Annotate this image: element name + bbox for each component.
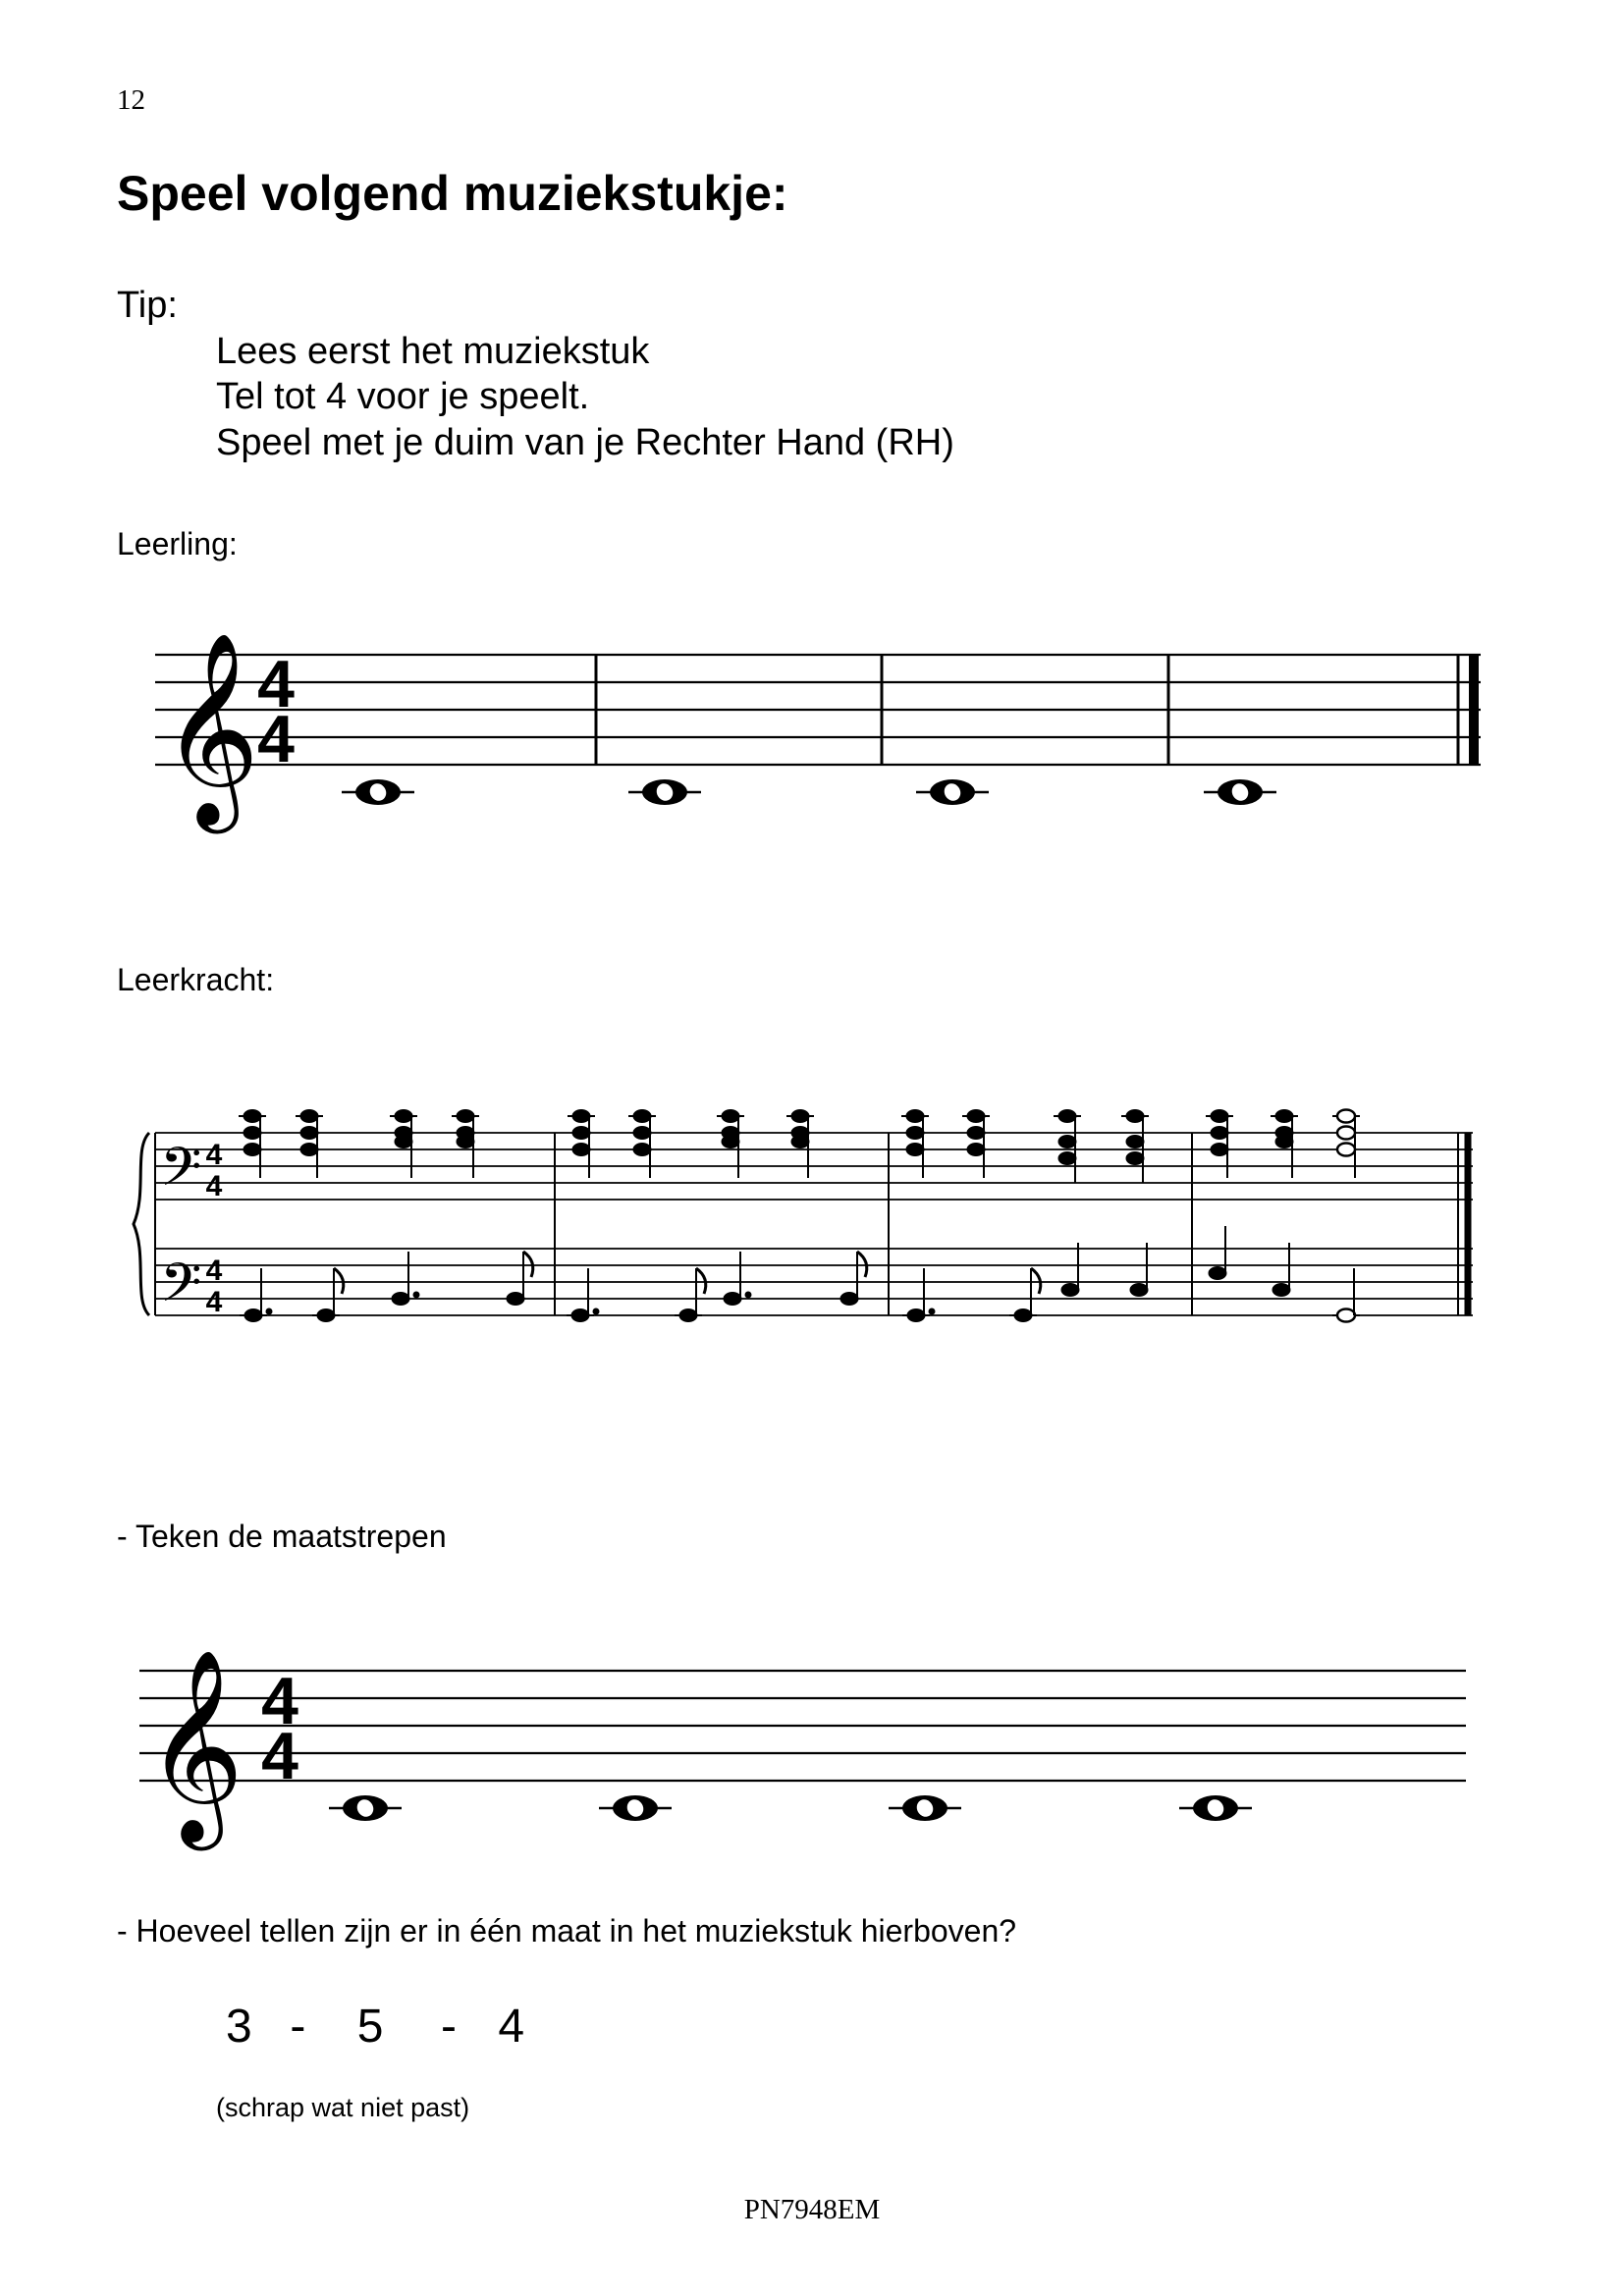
choice-5[interactable]: 5	[356, 2001, 384, 2053]
choice-3[interactable]: 3	[226, 2001, 252, 2053]
tip-line-3: Speel met je duim van je Rechter Hand (RH)	[216, 422, 954, 463]
exercise-draw-barlines: - Teken de maatstrepen	[117, 1519, 447, 1554]
time-signature-top: 4	[205, 1139, 223, 1171]
treble-clef-icon: 𝄞	[161, 631, 260, 826]
page-number: 12	[117, 84, 145, 116]
exercise-staff-lines	[139, 1671, 1466, 1781]
time-signature-bottom: 4	[257, 702, 295, 776]
choices-hint: (schrap wat niet past)	[216, 2093, 470, 2122]
whole-note	[1179, 1795, 1252, 1821]
teacher-label: Leerkracht:	[117, 962, 275, 997]
answer-choices[interactable]	[226, 2000, 524, 2054]
whole-note	[329, 1795, 402, 1821]
whole-note	[599, 1795, 672, 1821]
student-label: Leerling:	[117, 526, 238, 561]
time-signature-top: 4	[257, 647, 295, 721]
choice-separator: -	[441, 2001, 458, 2053]
choice-separator: -	[290, 2001, 306, 2053]
exercise-notes	[329, 1795, 1252, 1821]
treble-clef-icon: 𝄞	[145, 1648, 244, 1842]
bass-clef-icon: 𝄢	[160, 1136, 202, 1211]
page-title: Speel volgend muziekstukje:	[117, 166, 788, 221]
choice-4[interactable]: 4	[498, 2001, 525, 2053]
time-signature-bottom: 4	[205, 1286, 223, 1318]
time-signature-bottom: 4	[261, 1719, 298, 1793]
time-signature-bottom: 4	[205, 1170, 223, 1202]
time-signature-top: 4	[205, 1255, 223, 1287]
exercise-count-beats: - Hoeveel tellen zijn er in één maat in het muziekstuk hierboven?	[117, 1913, 1017, 1949]
footer-code: PN7948EM	[743, 2194, 881, 2225]
bass-clef-icon: 𝄢	[160, 1252, 202, 1327]
time-signature-top: 4	[261, 1664, 298, 1738]
tip-label: Tip:	[117, 285, 178, 326]
whole-note	[889, 1795, 961, 1821]
tip-line-1: Lees eerst het muziekstuk	[216, 331, 650, 372]
tip-line-2: Tel tot 4 voor je speelt.	[216, 376, 590, 417]
